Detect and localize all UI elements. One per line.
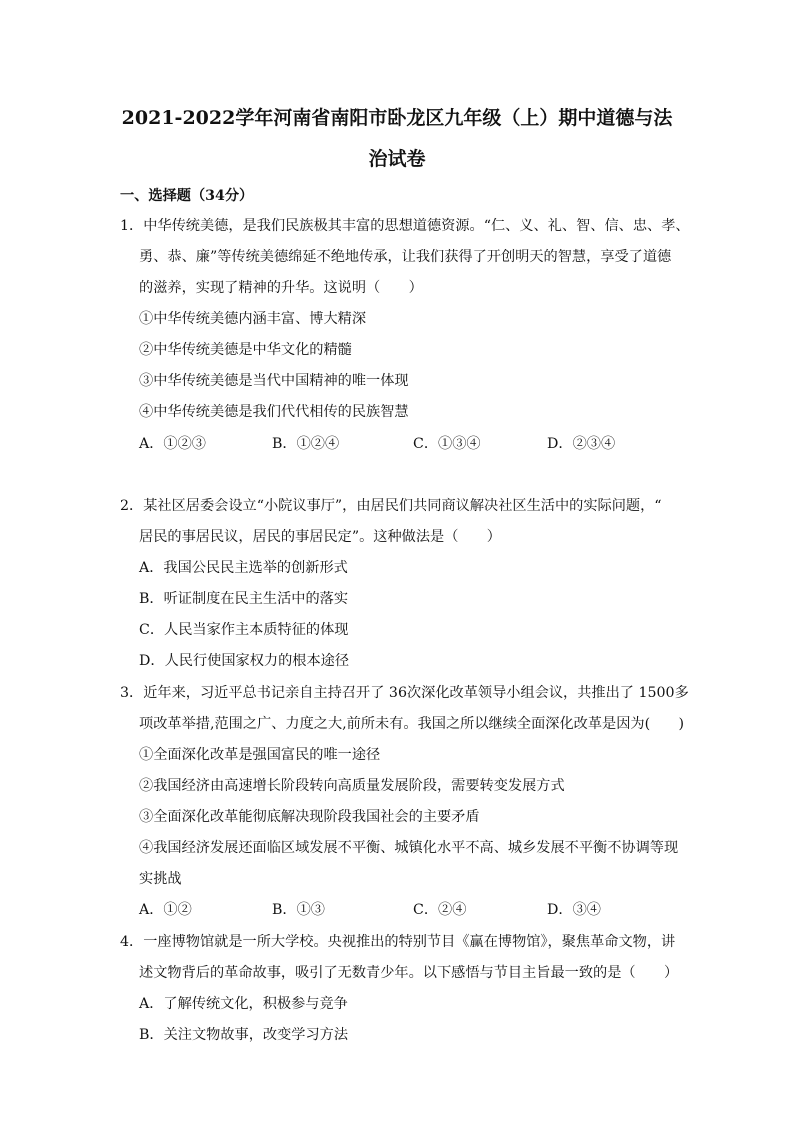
q4-option-b[interactable]: B．关注文物故事，改变学习方法: [139, 1027, 349, 1043]
q1-stem-line1: 1．中华传统美德，是我们民族极其丰富的思想道德资源。“仁、义、礼、智、信、忠、孝、: [120, 218, 690, 234]
q3-statement-4: ④我国经济发展还面临区域发展不平衡、城镇化水平不高、城乡发展不平衡不协调等现: [139, 840, 679, 856]
q3-statement-1: ①全面深化改革是强国富民的唯一途径: [139, 747, 381, 763]
q1-option-b[interactable]: B．①②④: [272, 436, 340, 452]
q2-stem-line1: 2．某社区居委会设立“小院议事厅”，由居民们共同商议解决社区生活中的实际问题，“: [120, 498, 662, 514]
q1-option-a[interactable]: A．①②③: [139, 436, 206, 452]
q3-stem-line1: 3．近年来，习近平总书记亲自主持召开了 36次深化改革领导小组会议，共推出了 1500多: [120, 685, 689, 701]
q2-option-a[interactable]: A．我国公民民主选举的创新形式: [139, 560, 348, 576]
q1-statement-4: ④中华传统美德是我们代代相传的民族智慧: [139, 404, 409, 420]
q1-statement-2: ②中华传统美德是中华文化的精髓: [139, 342, 352, 358]
exam-title-line2: 治试卷: [368, 148, 426, 170]
q2-option-d[interactable]: D．人民行使国家权力的根本途径: [139, 653, 350, 669]
q2-option-c[interactable]: C．人民当家作主本质特征的体现: [139, 622, 349, 638]
q1-option-d[interactable]: D．②③④: [547, 436, 616, 452]
q1-statement-1: ①中华传统美德内涵丰富、博大精深: [139, 311, 367, 327]
q3-statement-4-cont: 实挑战: [139, 871, 182, 887]
q1-options: [139, 434, 659, 454]
q3-statement-2: ②我国经济由高速增长阶段转向高质量发展阶段，需要转变发展方式: [139, 778, 565, 794]
q2-option-b[interactable]: B．听证制度在民主生活中的落实: [139, 591, 349, 607]
q3-option-d[interactable]: D．③④: [547, 902, 601, 918]
q4-option-a[interactable]: A．了解传统文化，积极参与竞争: [139, 996, 348, 1012]
q2-stem-line2: 居民的事居民议，居民的事居民定”。这种做法是（ ）: [139, 529, 501, 545]
q4-stem-line2: 述文物背后的革命故事，吸引了无数青少年。以下感悟与节目主旨最一致的是（ ）: [139, 965, 679, 981]
section-heading: 一、选择题（34分）: [120, 188, 254, 204]
q1-option-c[interactable]: C．①③④: [413, 436, 481, 452]
q1-stem-line2: 勇、恭、廉”等传统美德绵延不绝地传承，让我们获得了开创明天的智慧，享受了道德: [139, 249, 672, 265]
q1-stem-line3: 的滋养，实现了精神的升华。这说明（ ）: [139, 280, 423, 296]
q3-options: [139, 900, 659, 920]
q3-statement-3: ③全面深化改革能彻底解决现阶段我国社会的主要矛盾: [139, 809, 480, 825]
exam-title-line1: 2021-2022学年河南省南阳市卧龙区九年级（上）期中道德与法: [121, 107, 673, 129]
q3-stem-line2: 项改革举措,范围之广、力度之大,前所未有。我国之所以继续全面深化改革是因为( ): [139, 716, 685, 732]
q3-option-c[interactable]: C．②④: [413, 902, 467, 918]
q3-option-b[interactable]: B．①③: [272, 902, 325, 918]
q3-option-a[interactable]: A．①②: [139, 902, 192, 918]
q1-statement-3: ③中华传统美德是当代中国精神的唯一体现: [139, 373, 409, 389]
q4-stem-line1: 4．一座博物馆就是一所大学校。央视推出的特别节目《赢在博物馆》，聚焦革命文物，讲: [120, 934, 676, 950]
